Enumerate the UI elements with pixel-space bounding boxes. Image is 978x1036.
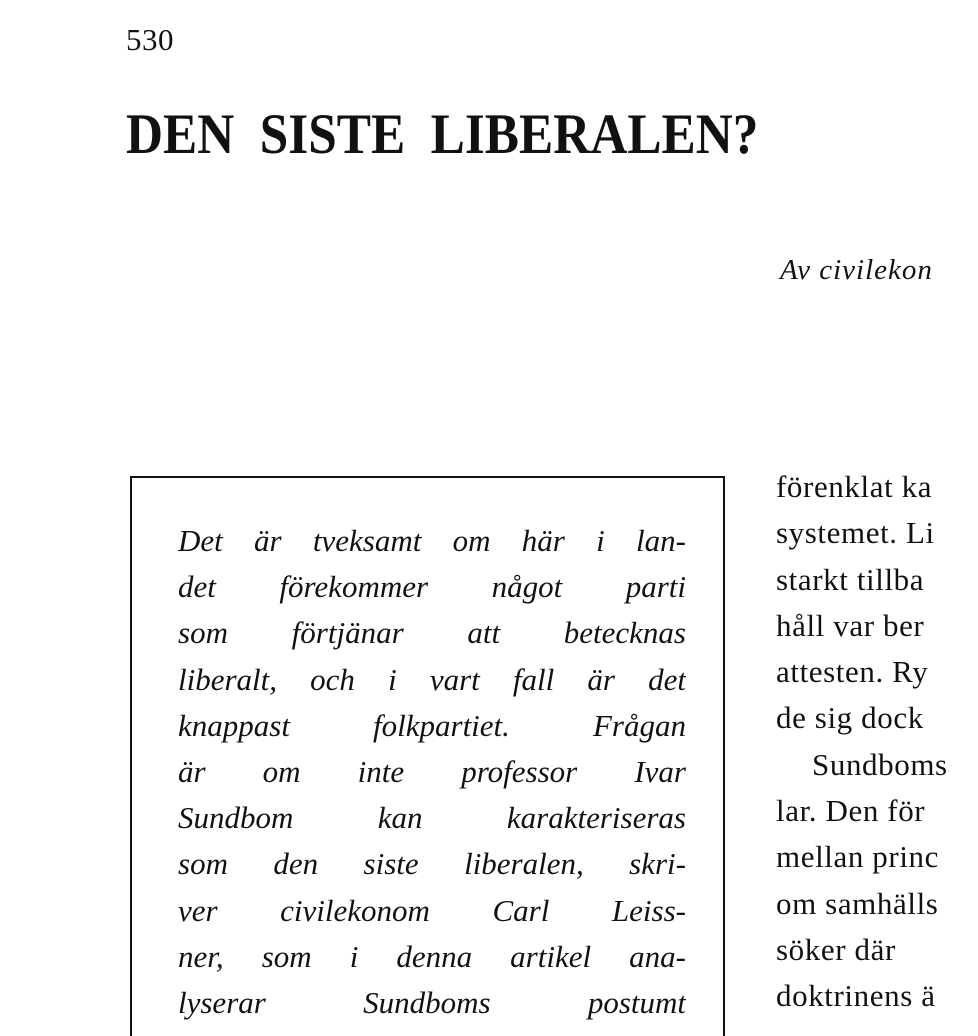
body-line: doktrinens ä — [776, 978, 936, 1014]
body-line: starkt tillba — [776, 561, 925, 597]
body-line: lar. Den för — [776, 793, 926, 829]
body-line: attesten. Ry — [776, 654, 929, 690]
body-line: håll var ber — [776, 607, 925, 643]
body-line: söker där — [776, 931, 896, 967]
author-byline: Av civilekon — [780, 254, 933, 286]
summary-line: Sundbom kan karakteriseras — [178, 800, 686, 836]
body-line: förenklat ka — [776, 469, 933, 504]
summary-line: liberalt, och i vart fall är det — [178, 661, 686, 697]
summary-line: det förekommer något parti — [178, 569, 686, 605]
summary-line: som förtjänar att betecknas — [178, 615, 686, 651]
summary-line: ver civilekonom Carl Leiss- — [178, 892, 686, 928]
summary-text — [178, 518, 686, 1026]
body-line: Sundboms — [812, 746, 948, 782]
body-line: de sig dock — [776, 700, 924, 736]
summary-box — [130, 476, 725, 1036]
summary-line: Det är tveksamt om här i lan- — [178, 523, 686, 558]
summary-line: lyserar Sundboms postumt — [178, 984, 686, 1020]
body-line: systemet. Li — [776, 515, 935, 551]
summary-line: som den siste liberalen, skri- — [178, 846, 686, 882]
article-title: DEN SISTE LIBERALEN? — [126, 103, 759, 166]
body-line: om samhälls — [776, 885, 939, 921]
summary-line: är om inte professor Ivar — [178, 753, 686, 789]
body-text-column — [776, 464, 978, 1020]
summary-line: knappast folkpartiet. Frågan — [178, 707, 686, 743]
body-line: mellan princ — [776, 839, 940, 875]
summary-line: ner, som i denna artikel ana- — [178, 938, 686, 974]
page-number: 530 — [126, 22, 174, 57]
